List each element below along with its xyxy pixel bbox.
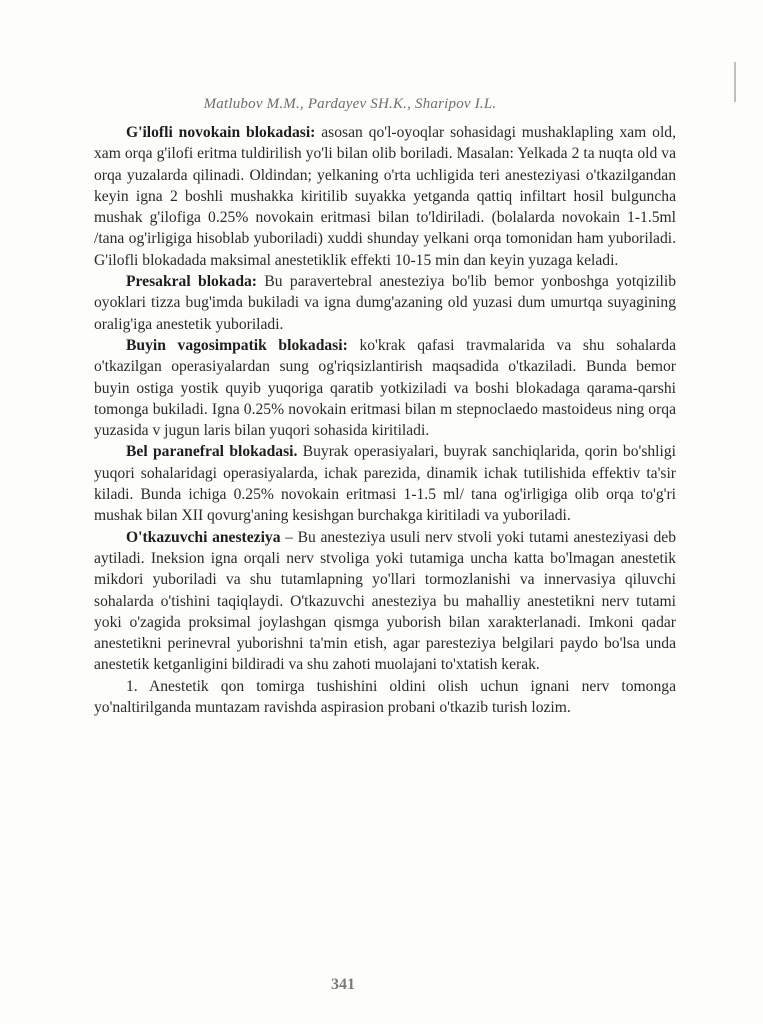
paragraph-vagosimpatik-blokada: [94, 335, 676, 441]
paragraph-heading: Bel paranefral blokadasi.: [126, 443, 298, 461]
page-body: [94, 122, 676, 718]
paragraph-heading: Presakral blokada:: [126, 273, 257, 291]
paragraph-otkazuvchi-anesteziya: [94, 527, 676, 676]
paragraph-text: – Bu anesteziya usuli nerv stvoli yoki tutami anesteziyasi deb aytiladi. Ineksion igna orqali nerv stvoliga yoki tutamiga uncha katta bo'lmagan anestetik mikdori yuboriladi va shu tutamlapning yo'llari tormozlanishi va innervasiya qiluvchi sohalarda o'tishini taqiqlaydi. O'tkazuvchi anesteziya bu mahalliy anestetikni nerv tutami yoki o'zagida proksimal joylashgan qismga yuborish bilan xarakterlanadi. Imkoni qadar anestetikni perinevral yuborishni ta'min etish, agar paresteziya belgilari paydo bo'lsa unda anestetik ketganligini bildiradi va shu zahoti muolajani to'xtatish kerak.: [94, 528, 676, 674]
paragraph-text: 1. Anestetik qon tomirga tushishini oldini olish uchun ignani nerv tomonga yo'naltirilganda muntazam ravishda aspirasion probani o'tkazib turish lozim.: [94, 677, 676, 717]
paragraph-heading: Buyin vagosimpatik blokadasi:: [126, 336, 348, 354]
paragraph-text: asosan qo'l-oyoqlar sohasidagi mushaklapling xam old, xam orqa g'ilofi eritma tuldirilish yo'li bilan olib boriladi. Masalan: Yelkada 2 ta nuqta old va orqa yuzalarda qilinadi. Oldindan; yelkaning o'rta uchligida teri anesteziyasi o'tkazilgandan keyin igna 2 boshli mushakka kiritilib suyakka yetganda qattiq infiltart hosil bulguncha mushak g'ilofiga 0.25% novokain eritmasi bilan to'ldiriladi. (bolalarda novokain 1-1.5ml /tana og'irligiga hisoblab yuboriladi) xuddi shunday yelkani orqa tomonidan ham yuboriladi. G'ilofli blokadada maksimal anestetiklik effekti 10-15 min dan keyin yuzaga keladi.: [94, 124, 676, 269]
page-number: 341: [331, 976, 355, 993]
page-edge-mark: [734, 62, 736, 102]
paragraph-text: ko'krak qafasi travmalarida va shu sohalarda o'tkazilgan operasiyalardan sung og'riqsizlantirish maqsadida o'tkaziladi. Bunda bemor buyin ostiga yostik quyib yuqoriga qaratib yotkiziladi va boshi blokadaga qarama-qarshi tomonga bukiladi. Igna 0.25% novokain eritmasi bilan m stepnoclaedo mastoideus ning orqa yuzasida v jugun laris bilan yuqori sohasida kiritiladi.: [94, 336, 676, 440]
paragraph-numbered-item-1: [94, 676, 676, 719]
running-header: Matlubov M.M., Pardayev SH.K., Sharipov I.L.: [203, 96, 497, 112]
paragraph-paranefral-blokada: [94, 441, 676, 526]
paragraph-text: Buyrak operasiyalari, buyrak sanchiqlarida, qorin bo'shligi yuqori sohalaridagi operasiyalarda, ichak parezida, dinamik ichak tutilishida effektiv ta'sir kiladi. Bunda ichiga 0.25% novokain eritmasi 1-1.5 ml/ tana og'irligiga olib orqa to'g'ri mushak bilan XII qovurg'aning kesishgan burchakga kiritiladi va yuboriladi.: [94, 443, 676, 525]
paragraph-gilofli-blokada: [94, 122, 676, 271]
paragraph-heading: G'ilofli novokain blokadasi:: [126, 124, 316, 141]
paragraph-presakral-blokada: [94, 271, 676, 335]
paragraph-text: Bu paravertebral anesteziya bo'lib bemor yonboshga yotqizilib oyoklari tizza bug'imda bukiladi va igna dumg'azaning old yuzasi dum umurtqa suyagining oralig'iga anestetik yuboriladi.: [94, 273, 676, 333]
paragraph-heading: O'tkazuvchi anesteziya: [126, 528, 281, 546]
